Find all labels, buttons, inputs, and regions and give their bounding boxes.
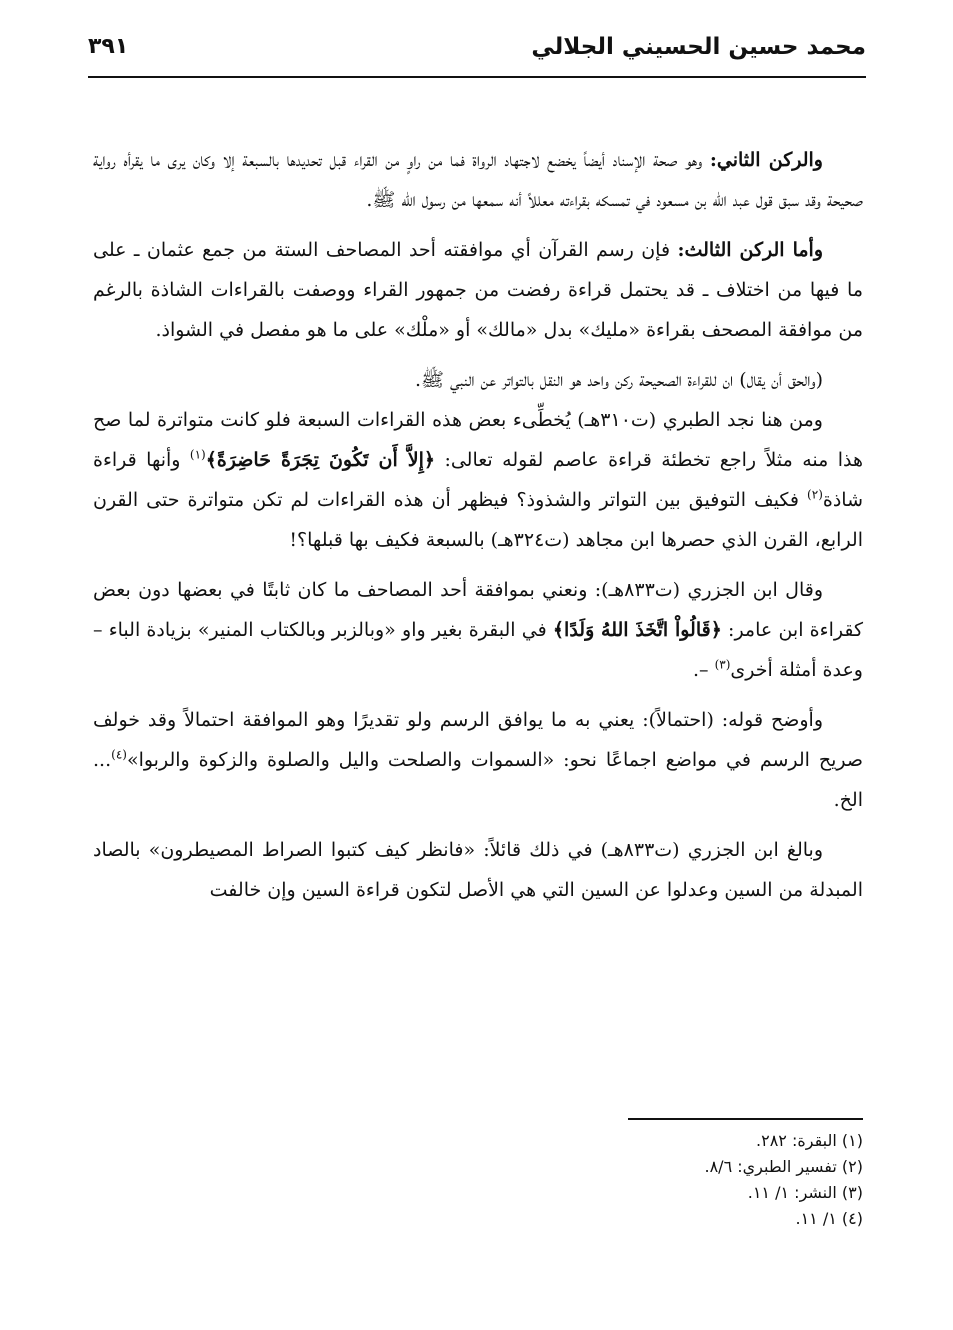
paragraph-lead: والركن الثاني:	[709, 149, 823, 171]
footnote-3: (٣) النشر: ١/ ١١.	[747, 1183, 863, 1202]
footnote-4: (٤) ١/ ١١.	[795, 1209, 863, 1228]
paragraph-text: (والحق أن يقال) ان للقراءة الصحيحة ركن واحد هو النقل بالتواتر عن النبي ﷺ.	[414, 369, 823, 391]
footnotes	[400, 1128, 863, 1232]
paragraph-lead: وأما الركن الثالث:	[677, 239, 823, 261]
paragraph-text: وهو صحة الإسناد أيضاً يخضع لاجتهاد الرواة فما من راوٍ من القراء قبل تحديدها بالسبعة إلا وكان يرى ما يقرأه رواية صحيحة وقد سبق قول عبد الله بن مسعود في تمسكه بقراءته معللاً أنه سمعها من رسول الله ﷺ.	[93, 149, 863, 211]
paragraph-text: وبالغ ابن الجزري (ت٨٣٣هـ) في ذلك قائلاً: «فانظر كيف كتبوا الصراط المصيطرون» بالصاد المبدلة من السين وعدلوا عن السين التي هي الأصل لتكون قراءة السين وإن خالفت	[93, 839, 863, 901]
footnote-ref: (١)	[189, 447, 206, 462]
footnote-ref: (٣)	[714, 657, 731, 672]
paragraph-ibn-jazari	[93, 570, 863, 690]
paragraph-second-pillar	[93, 140, 863, 220]
paragraph-text: –.	[693, 659, 715, 681]
paragraph-third-pillar	[93, 230, 863, 350]
paragraph-text: ومن هنا نجد الطبري (ت٣١٠هـ) يُخطِّىء بعض هذه القراءات السبعة فلو كانت متواترة لما صح هذا منه مثلاً راجع تخطئة قراءة عاصم لقوله تعالى:	[93, 409, 863, 471]
page-number: ٣٩١	[88, 34, 129, 59]
footnote-rule	[628, 1118, 863, 1120]
footnote-ref: (٢)	[807, 487, 823, 502]
paragraph-exaggeration	[93, 830, 863, 910]
page-header	[88, 30, 866, 74]
quran-verse: ﴿قَالُواْ اتَّخَذَ اللهُ وَلَدًا﴾	[552, 619, 722, 641]
main-text	[93, 140, 863, 910]
paragraph-clarification	[93, 700, 863, 820]
paragraph-text: فإن رسم القرآن أي موافقته أحد المصاحف الستة من جمع عثمان ـ على ما فيها من اختلاف ـ قد يحتمل قراءة رفضت من جمهور القراء ووصفت بالقراءات الشاذة بالرغم من موافقة المصحف بقراءة «مليك» بدل «مالك» أو «ملْك» على ما هو مفصل في الشواذ.	[93, 239, 863, 341]
paragraph-truth	[93, 360, 863, 400]
paragraph-text: فكيف التوفيق بين التواتر والشذوذ؟ فيظهر أن هذه القراءات لم تكن متواترة حتى القرن الرابع، القرن الذي حصرها ابن مجاهد (ت٣٢٤هـ) بالسبعة فكيف بها قبلها؟!	[93, 489, 863, 551]
paragraph-text: وقال ابن الجزري (ت٨٣٣هـ): ونعني بموافقة أحد المصاحف ما كان ثابتًا في بعضها دون بعض كقراءة ابن عامر:	[93, 579, 863, 641]
header-rule	[88, 76, 866, 78]
paragraph-tabari	[93, 400, 863, 560]
footnote-ref: (٤)	[111, 747, 127, 762]
running-head-author: محمد حسين الحسيني الجلالي	[531, 34, 866, 60]
footnote-1: (١) البقرة: ٢٨٢.	[756, 1131, 863, 1150]
paragraph-text: وأنها قراءة شاذة	[93, 449, 863, 511]
paragraph-text: ... الخ.	[93, 749, 863, 811]
footnote-2: (٢) تفسير الطبري: ٨/٦.	[704, 1157, 863, 1176]
paragraph-text: وأوضح قوله: (احتمالاً): يعني به ما يوافق الرسم ولو تقديرًا وهو الموافقة احتمالاً وقد خولف صريح الرسم في مواضع اجماعًا نحو: «السموات والصلحت واليل والصلوة والزكوة والربوا»	[93, 709, 863, 771]
quran-verse: ﴿إِلاَّ أَن تَكُونَ تِجَرَةً حَاضِرَةً﴾	[205, 449, 436, 471]
paragraph-text: في البقرة بغير واو «وبالزبر وبالكتاب المنير» بزيادة الباء – وعدة أمثلة أخرى	[93, 619, 863, 681]
